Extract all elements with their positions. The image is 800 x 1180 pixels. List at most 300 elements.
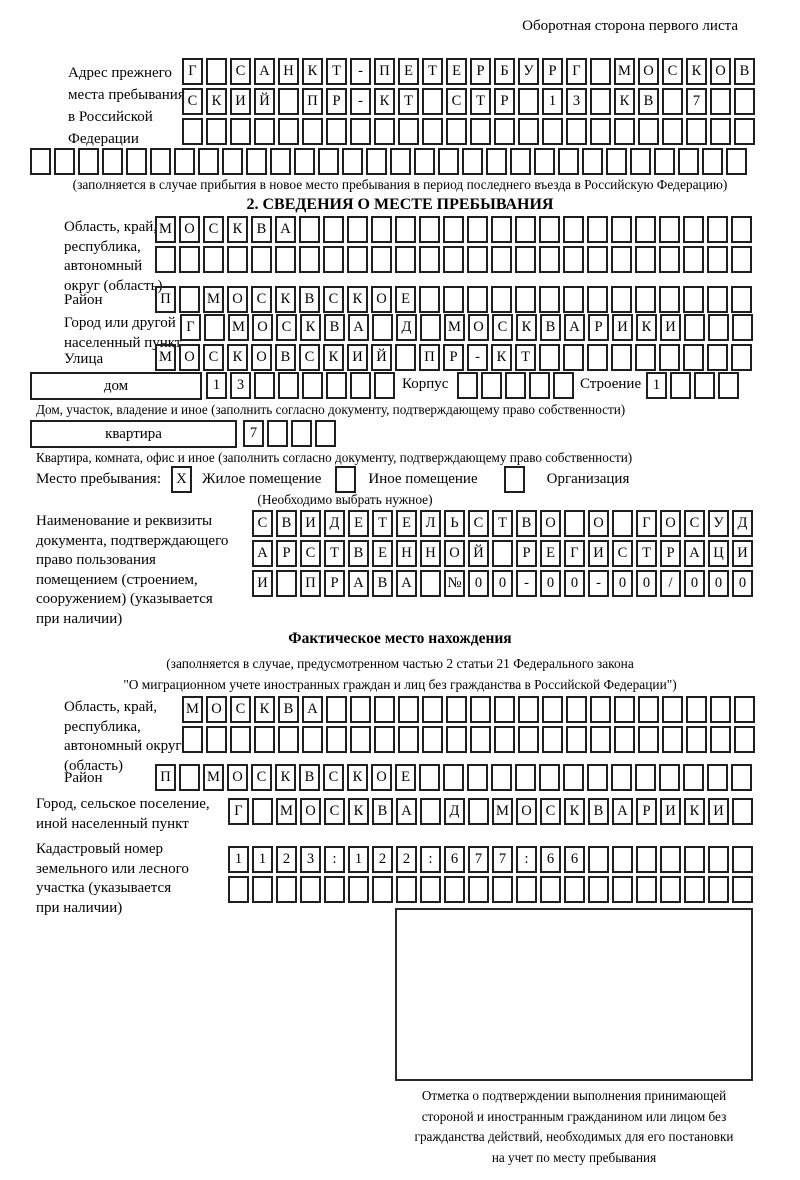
char-cell[interactable] xyxy=(518,726,539,753)
char-cell[interactable] xyxy=(659,246,680,273)
char-cell[interactable] xyxy=(422,726,443,753)
char-cell[interactable] xyxy=(539,216,560,243)
char-cell[interactable] xyxy=(539,246,560,273)
char-cell[interactable] xyxy=(54,148,75,175)
char-cell[interactable]: К xyxy=(374,88,395,115)
char-cell[interactable]: М xyxy=(614,58,635,85)
char-cell[interactable]: С xyxy=(203,216,224,243)
char-cell[interactable]: С xyxy=(230,58,251,85)
char-cell[interactable] xyxy=(326,372,347,399)
char-cell[interactable]: 6 xyxy=(564,846,585,873)
char-cell[interactable] xyxy=(540,876,561,903)
char-cell[interactable] xyxy=(494,726,515,753)
char-cell[interactable]: Г xyxy=(182,58,203,85)
char-cell[interactable] xyxy=(371,246,392,273)
char-cell[interactable] xyxy=(564,876,585,903)
char-cell[interactable] xyxy=(638,118,659,145)
char-cell[interactable]: С xyxy=(540,798,561,825)
char-cell[interactable] xyxy=(299,216,320,243)
document-field-row-1[interactable] xyxy=(252,510,756,537)
street-field-row[interactable] xyxy=(155,344,755,371)
char-cell[interactable]: Г xyxy=(564,540,585,567)
char-cell[interactable]: Т xyxy=(326,58,347,85)
char-cell[interactable]: В xyxy=(588,798,609,825)
char-cell[interactable] xyxy=(660,846,681,873)
char-cell[interactable]: 0 xyxy=(564,570,585,597)
char-cell[interactable]: Е xyxy=(348,510,369,537)
city-field-row[interactable] xyxy=(180,314,756,341)
char-cell[interactable] xyxy=(708,876,729,903)
char-cell[interactable] xyxy=(347,246,368,273)
char-cell[interactable] xyxy=(470,696,491,723)
char-cell[interactable]: 1 xyxy=(542,88,563,115)
char-cell[interactable] xyxy=(515,216,536,243)
char-cell[interactable]: Г xyxy=(636,510,657,537)
char-cell[interactable]: О xyxy=(540,510,561,537)
char-cell[interactable] xyxy=(326,726,347,753)
char-cell[interactable] xyxy=(342,148,363,175)
char-cell[interactable]: В xyxy=(348,540,369,567)
char-cell[interactable]: О xyxy=(251,344,272,371)
char-cell[interactable] xyxy=(606,148,627,175)
char-cell[interactable]: А xyxy=(684,540,705,567)
char-cell[interactable] xyxy=(446,118,467,145)
char-cell[interactable]: - xyxy=(350,58,371,85)
char-cell[interactable] xyxy=(348,876,369,903)
char-cell[interactable]: О xyxy=(206,696,227,723)
char-cell[interactable] xyxy=(494,118,515,145)
char-cell[interactable]: С xyxy=(612,540,633,567)
char-cell[interactable]: Й xyxy=(468,540,489,567)
char-cell[interactable] xyxy=(398,118,419,145)
char-cell[interactable]: У xyxy=(708,510,729,537)
char-cell[interactable] xyxy=(179,286,200,313)
char-cell[interactable]: М xyxy=(276,798,297,825)
char-cell[interactable]: С xyxy=(251,764,272,791)
char-cell[interactable] xyxy=(590,58,611,85)
char-cell[interactable]: В xyxy=(276,510,297,537)
char-cell[interactable]: 0 xyxy=(612,570,633,597)
char-cell[interactable]: 0 xyxy=(636,570,657,597)
char-cell[interactable]: К xyxy=(227,216,248,243)
char-cell[interactable] xyxy=(318,148,339,175)
actual-region-field-row-2[interactable] xyxy=(182,726,758,753)
char-cell[interactable] xyxy=(206,118,227,145)
char-cell[interactable]: А xyxy=(564,314,585,341)
char-cell[interactable]: О xyxy=(227,764,248,791)
char-cell[interactable]: 7 xyxy=(243,420,264,447)
char-cell[interactable]: 1 xyxy=(228,846,249,873)
char-cell[interactable] xyxy=(702,148,723,175)
char-cell[interactable]: Р xyxy=(276,540,297,567)
char-cell[interactable] xyxy=(587,216,608,243)
char-cell[interactable]: Й xyxy=(254,88,275,115)
char-cell[interactable]: 1 xyxy=(206,372,227,399)
char-cell[interactable]: Т xyxy=(372,510,393,537)
char-cell[interactable]: 7 xyxy=(468,846,489,873)
char-cell[interactable] xyxy=(246,148,267,175)
char-cell[interactable] xyxy=(438,148,459,175)
char-cell[interactable]: А xyxy=(252,540,273,567)
char-cell[interactable] xyxy=(635,764,656,791)
char-cell[interactable] xyxy=(251,246,272,273)
region-field-row-1[interactable] xyxy=(155,216,755,243)
char-cell[interactable] xyxy=(372,876,393,903)
char-cell[interactable] xyxy=(494,696,515,723)
char-cell[interactable]: О xyxy=(179,344,200,371)
char-cell[interactable]: К xyxy=(564,798,585,825)
char-cell[interactable] xyxy=(206,58,227,85)
char-cell[interactable]: 2 xyxy=(372,846,393,873)
char-cell[interactable]: - xyxy=(350,88,371,115)
char-cell[interactable] xyxy=(252,876,273,903)
char-cell[interactable]: 0 xyxy=(468,570,489,597)
char-cell[interactable] xyxy=(731,216,752,243)
char-cell[interactable]: 3 xyxy=(230,372,251,399)
document-field-row-2[interactable] xyxy=(252,540,756,567)
char-cell[interactable] xyxy=(422,118,443,145)
char-cell[interactable] xyxy=(686,118,707,145)
char-cell[interactable] xyxy=(516,876,537,903)
char-cell[interactable] xyxy=(420,876,441,903)
actual-city-field-row[interactable] xyxy=(228,798,756,825)
char-cell[interactable] xyxy=(510,148,531,175)
char-cell[interactable] xyxy=(611,216,632,243)
char-cell[interactable]: Д xyxy=(444,798,465,825)
char-cell[interactable] xyxy=(588,846,609,873)
char-cell[interactable] xyxy=(491,764,512,791)
char-cell[interactable] xyxy=(539,286,560,313)
char-cell[interactable]: Е xyxy=(396,510,417,537)
char-cell[interactable] xyxy=(590,118,611,145)
char-cell[interactable] xyxy=(492,876,513,903)
char-cell[interactable]: С xyxy=(468,510,489,537)
char-cell[interactable] xyxy=(270,148,291,175)
char-cell[interactable] xyxy=(563,216,584,243)
char-cell[interactable] xyxy=(732,314,753,341)
char-cell[interactable]: С xyxy=(252,510,273,537)
char-cell[interactable] xyxy=(395,216,416,243)
char-cell[interactable] xyxy=(254,372,275,399)
char-cell[interactable] xyxy=(635,286,656,313)
char-cell[interactable] xyxy=(350,696,371,723)
char-cell[interactable]: И xyxy=(660,314,681,341)
char-cell[interactable] xyxy=(470,726,491,753)
char-cell[interactable]: Е xyxy=(395,764,416,791)
char-cell[interactable] xyxy=(182,726,203,753)
char-cell[interactable]: М xyxy=(492,798,513,825)
char-cell[interactable] xyxy=(662,696,683,723)
char-cell[interactable]: Е xyxy=(398,58,419,85)
char-cell[interactable]: : xyxy=(420,846,441,873)
char-cell[interactable] xyxy=(731,764,752,791)
char-cell[interactable]: 0 xyxy=(684,570,705,597)
char-cell[interactable] xyxy=(102,148,123,175)
char-cell[interactable]: : xyxy=(324,846,345,873)
char-cell[interactable]: 6 xyxy=(540,846,561,873)
char-cell[interactable]: П xyxy=(302,88,323,115)
document-field-row-3[interactable] xyxy=(252,570,756,597)
stroenie-field[interactable] xyxy=(646,372,742,399)
char-cell[interactable] xyxy=(611,286,632,313)
char-cell[interactable]: В xyxy=(278,696,299,723)
char-cell[interactable] xyxy=(374,726,395,753)
char-cell[interactable]: : xyxy=(516,846,537,873)
char-cell[interactable] xyxy=(670,372,691,399)
char-cell[interactable] xyxy=(267,420,288,447)
char-cell[interactable] xyxy=(734,88,755,115)
char-cell[interactable]: О xyxy=(638,58,659,85)
char-cell[interactable]: Г xyxy=(566,58,587,85)
char-cell[interactable] xyxy=(734,726,755,753)
char-cell[interactable]: К xyxy=(206,88,227,115)
char-cell[interactable] xyxy=(467,764,488,791)
char-cell[interactable] xyxy=(686,696,707,723)
char-cell[interactable] xyxy=(590,88,611,115)
char-cell[interactable]: С xyxy=(182,88,203,115)
char-cell[interactable]: Д xyxy=(732,510,753,537)
char-cell[interactable]: Е xyxy=(446,58,467,85)
char-cell[interactable]: К xyxy=(347,764,368,791)
prev-address-field-row-4[interactable] xyxy=(30,148,750,175)
char-cell[interactable] xyxy=(590,726,611,753)
char-cell[interactable]: И xyxy=(230,88,251,115)
char-cell[interactable] xyxy=(614,696,635,723)
char-cell[interactable] xyxy=(126,148,147,175)
char-cell[interactable] xyxy=(515,286,536,313)
char-cell[interactable] xyxy=(422,88,443,115)
char-cell[interactable] xyxy=(659,344,680,371)
char-cell[interactable] xyxy=(515,764,536,791)
char-cell[interactable] xyxy=(443,286,464,313)
char-cell[interactable] xyxy=(710,726,731,753)
char-cell[interactable] xyxy=(636,876,657,903)
char-cell[interactable]: С xyxy=(684,510,705,537)
char-cell[interactable] xyxy=(492,540,513,567)
char-cell[interactable] xyxy=(227,246,248,273)
char-cell[interactable] xyxy=(587,344,608,371)
char-cell[interactable]: У xyxy=(518,58,539,85)
char-cell[interactable] xyxy=(635,216,656,243)
char-cell[interactable] xyxy=(630,148,651,175)
char-cell[interactable] xyxy=(467,216,488,243)
char-cell[interactable]: В xyxy=(540,314,561,341)
char-cell[interactable]: П xyxy=(155,764,176,791)
char-cell[interactable] xyxy=(420,570,441,597)
char-cell[interactable] xyxy=(395,344,416,371)
char-cell[interactable]: Е xyxy=(395,286,416,313)
char-cell[interactable]: В xyxy=(324,314,345,341)
char-cell[interactable]: В xyxy=(372,570,393,597)
char-cell[interactable] xyxy=(683,286,704,313)
char-cell[interactable] xyxy=(446,696,467,723)
char-cell[interactable] xyxy=(515,246,536,273)
char-cell[interactable]: М xyxy=(444,314,465,341)
char-cell[interactable]: И xyxy=(588,540,609,567)
char-cell[interactable] xyxy=(347,216,368,243)
actual-district-field-row[interactable] xyxy=(155,764,755,791)
char-cell[interactable]: В xyxy=(516,510,537,537)
prev-address-field-row-2[interactable] xyxy=(182,88,758,115)
char-cell[interactable] xyxy=(563,246,584,273)
char-cell[interactable] xyxy=(539,764,560,791)
char-cell[interactable]: К xyxy=(684,798,705,825)
korpus-field[interactable] xyxy=(457,372,577,399)
char-cell[interactable] xyxy=(299,246,320,273)
checkbox-organization[interactable] xyxy=(504,466,525,493)
char-cell[interactable]: С xyxy=(323,286,344,313)
district-field-row[interactable] xyxy=(155,286,755,313)
char-cell[interactable] xyxy=(155,246,176,273)
char-cell[interactable]: М xyxy=(203,286,224,313)
char-cell[interactable] xyxy=(707,216,728,243)
char-cell[interactable] xyxy=(374,696,395,723)
char-cell[interactable]: В xyxy=(638,88,659,115)
char-cell[interactable]: Р xyxy=(660,540,681,567)
char-cell[interactable] xyxy=(294,148,315,175)
char-cell[interactable]: К xyxy=(227,344,248,371)
char-cell[interactable]: Р xyxy=(470,58,491,85)
char-cell[interactable] xyxy=(302,372,323,399)
char-cell[interactable]: А xyxy=(275,216,296,243)
char-cell[interactable] xyxy=(588,876,609,903)
char-cell[interactable]: 0 xyxy=(708,570,729,597)
char-cell[interactable] xyxy=(374,118,395,145)
char-cell[interactable]: 7 xyxy=(686,88,707,115)
char-cell[interactable] xyxy=(230,726,251,753)
char-cell[interactable] xyxy=(563,286,584,313)
char-cell[interactable] xyxy=(481,372,502,399)
char-cell[interactable]: К xyxy=(302,58,323,85)
char-cell[interactable] xyxy=(444,876,465,903)
char-cell[interactable] xyxy=(611,764,632,791)
char-cell[interactable]: С xyxy=(492,314,513,341)
char-cell[interactable] xyxy=(395,246,416,273)
char-cell[interactable]: О xyxy=(660,510,681,537)
char-cell[interactable]: И xyxy=(708,798,729,825)
char-cell[interactable] xyxy=(708,846,729,873)
char-cell[interactable]: К xyxy=(614,88,635,115)
char-cell[interactable] xyxy=(542,696,563,723)
char-cell[interactable] xyxy=(731,344,752,371)
char-cell[interactable]: А xyxy=(612,798,633,825)
char-cell[interactable] xyxy=(683,246,704,273)
region-field-row-2[interactable] xyxy=(155,246,755,273)
char-cell[interactable]: № xyxy=(444,570,465,597)
char-cell[interactable]: С xyxy=(662,58,683,85)
char-cell[interactable]: Р xyxy=(326,88,347,115)
char-cell[interactable] xyxy=(707,764,728,791)
char-cell[interactable]: В xyxy=(299,764,320,791)
char-cell[interactable]: П xyxy=(419,344,440,371)
char-cell[interactable]: Е xyxy=(372,540,393,567)
char-cell[interactable] xyxy=(731,286,752,313)
char-cell[interactable]: В xyxy=(372,798,393,825)
char-cell[interactable] xyxy=(324,876,345,903)
char-cell[interactable] xyxy=(614,726,635,753)
char-cell[interactable]: А xyxy=(254,58,275,85)
char-cell[interactable] xyxy=(566,118,587,145)
char-cell[interactable] xyxy=(686,726,707,753)
char-cell[interactable] xyxy=(660,876,681,903)
char-cell[interactable] xyxy=(491,246,512,273)
cadastral-field-row-2[interactable] xyxy=(228,876,756,903)
char-cell[interactable] xyxy=(179,246,200,273)
char-cell[interactable]: А xyxy=(348,570,369,597)
char-cell[interactable]: С xyxy=(230,696,251,723)
char-cell[interactable] xyxy=(587,286,608,313)
char-cell[interactable]: 1 xyxy=(348,846,369,873)
char-cell[interactable]: Ь xyxy=(444,510,465,537)
char-cell[interactable]: М xyxy=(228,314,249,341)
char-cell[interactable] xyxy=(254,118,275,145)
char-cell[interactable]: 0 xyxy=(492,570,513,597)
char-cell[interactable] xyxy=(230,118,251,145)
char-cell[interactable]: Р xyxy=(636,798,657,825)
char-cell[interactable] xyxy=(563,344,584,371)
char-cell[interactable] xyxy=(684,846,705,873)
char-cell[interactable]: Ц xyxy=(708,540,729,567)
char-cell[interactable] xyxy=(398,726,419,753)
char-cell[interactable]: П xyxy=(155,286,176,313)
char-cell[interactable]: М xyxy=(203,764,224,791)
char-cell[interactable] xyxy=(254,726,275,753)
char-cell[interactable]: Р xyxy=(588,314,609,341)
char-cell[interactable] xyxy=(275,246,296,273)
char-cell[interactable]: А xyxy=(348,314,369,341)
char-cell[interactable]: О xyxy=(371,286,392,313)
char-cell[interactable] xyxy=(678,148,699,175)
char-cell[interactable] xyxy=(419,286,440,313)
char-cell[interactable] xyxy=(350,726,371,753)
char-cell[interactable]: Т xyxy=(324,540,345,567)
char-cell[interactable]: - xyxy=(516,570,537,597)
char-cell[interactable]: П xyxy=(300,570,321,597)
char-cell[interactable] xyxy=(659,286,680,313)
char-cell[interactable] xyxy=(78,148,99,175)
char-cell[interactable] xyxy=(564,510,585,537)
char-cell[interactable] xyxy=(553,372,574,399)
char-cell[interactable]: К xyxy=(491,344,512,371)
char-cell[interactable] xyxy=(291,420,312,447)
char-cell[interactable] xyxy=(542,118,563,145)
char-cell[interactable] xyxy=(276,876,297,903)
char-cell[interactable]: О xyxy=(468,314,489,341)
char-cell[interactable]: К xyxy=(686,58,707,85)
char-cell[interactable]: К xyxy=(254,696,275,723)
char-cell[interactable] xyxy=(539,344,560,371)
char-cell[interactable] xyxy=(635,344,656,371)
char-cell[interactable]: Т xyxy=(515,344,536,371)
char-cell[interactable] xyxy=(462,148,483,175)
char-cell[interactable] xyxy=(467,246,488,273)
char-cell[interactable]: 1 xyxy=(646,372,667,399)
char-cell[interactable] xyxy=(414,148,435,175)
char-cell[interactable]: И xyxy=(660,798,681,825)
char-cell[interactable]: И xyxy=(732,540,753,567)
char-cell[interactable] xyxy=(204,314,225,341)
char-cell[interactable]: - xyxy=(467,344,488,371)
char-cell[interactable]: Р xyxy=(516,540,537,567)
char-cell[interactable] xyxy=(390,148,411,175)
char-cell[interactable]: П xyxy=(374,58,395,85)
char-cell[interactable] xyxy=(718,372,739,399)
char-cell[interactable]: К xyxy=(516,314,537,341)
char-cell[interactable] xyxy=(396,876,417,903)
char-cell[interactable]: В xyxy=(734,58,755,85)
checkbox-residential[interactable]: X xyxy=(171,466,192,493)
char-cell[interactable]: Р xyxy=(443,344,464,371)
